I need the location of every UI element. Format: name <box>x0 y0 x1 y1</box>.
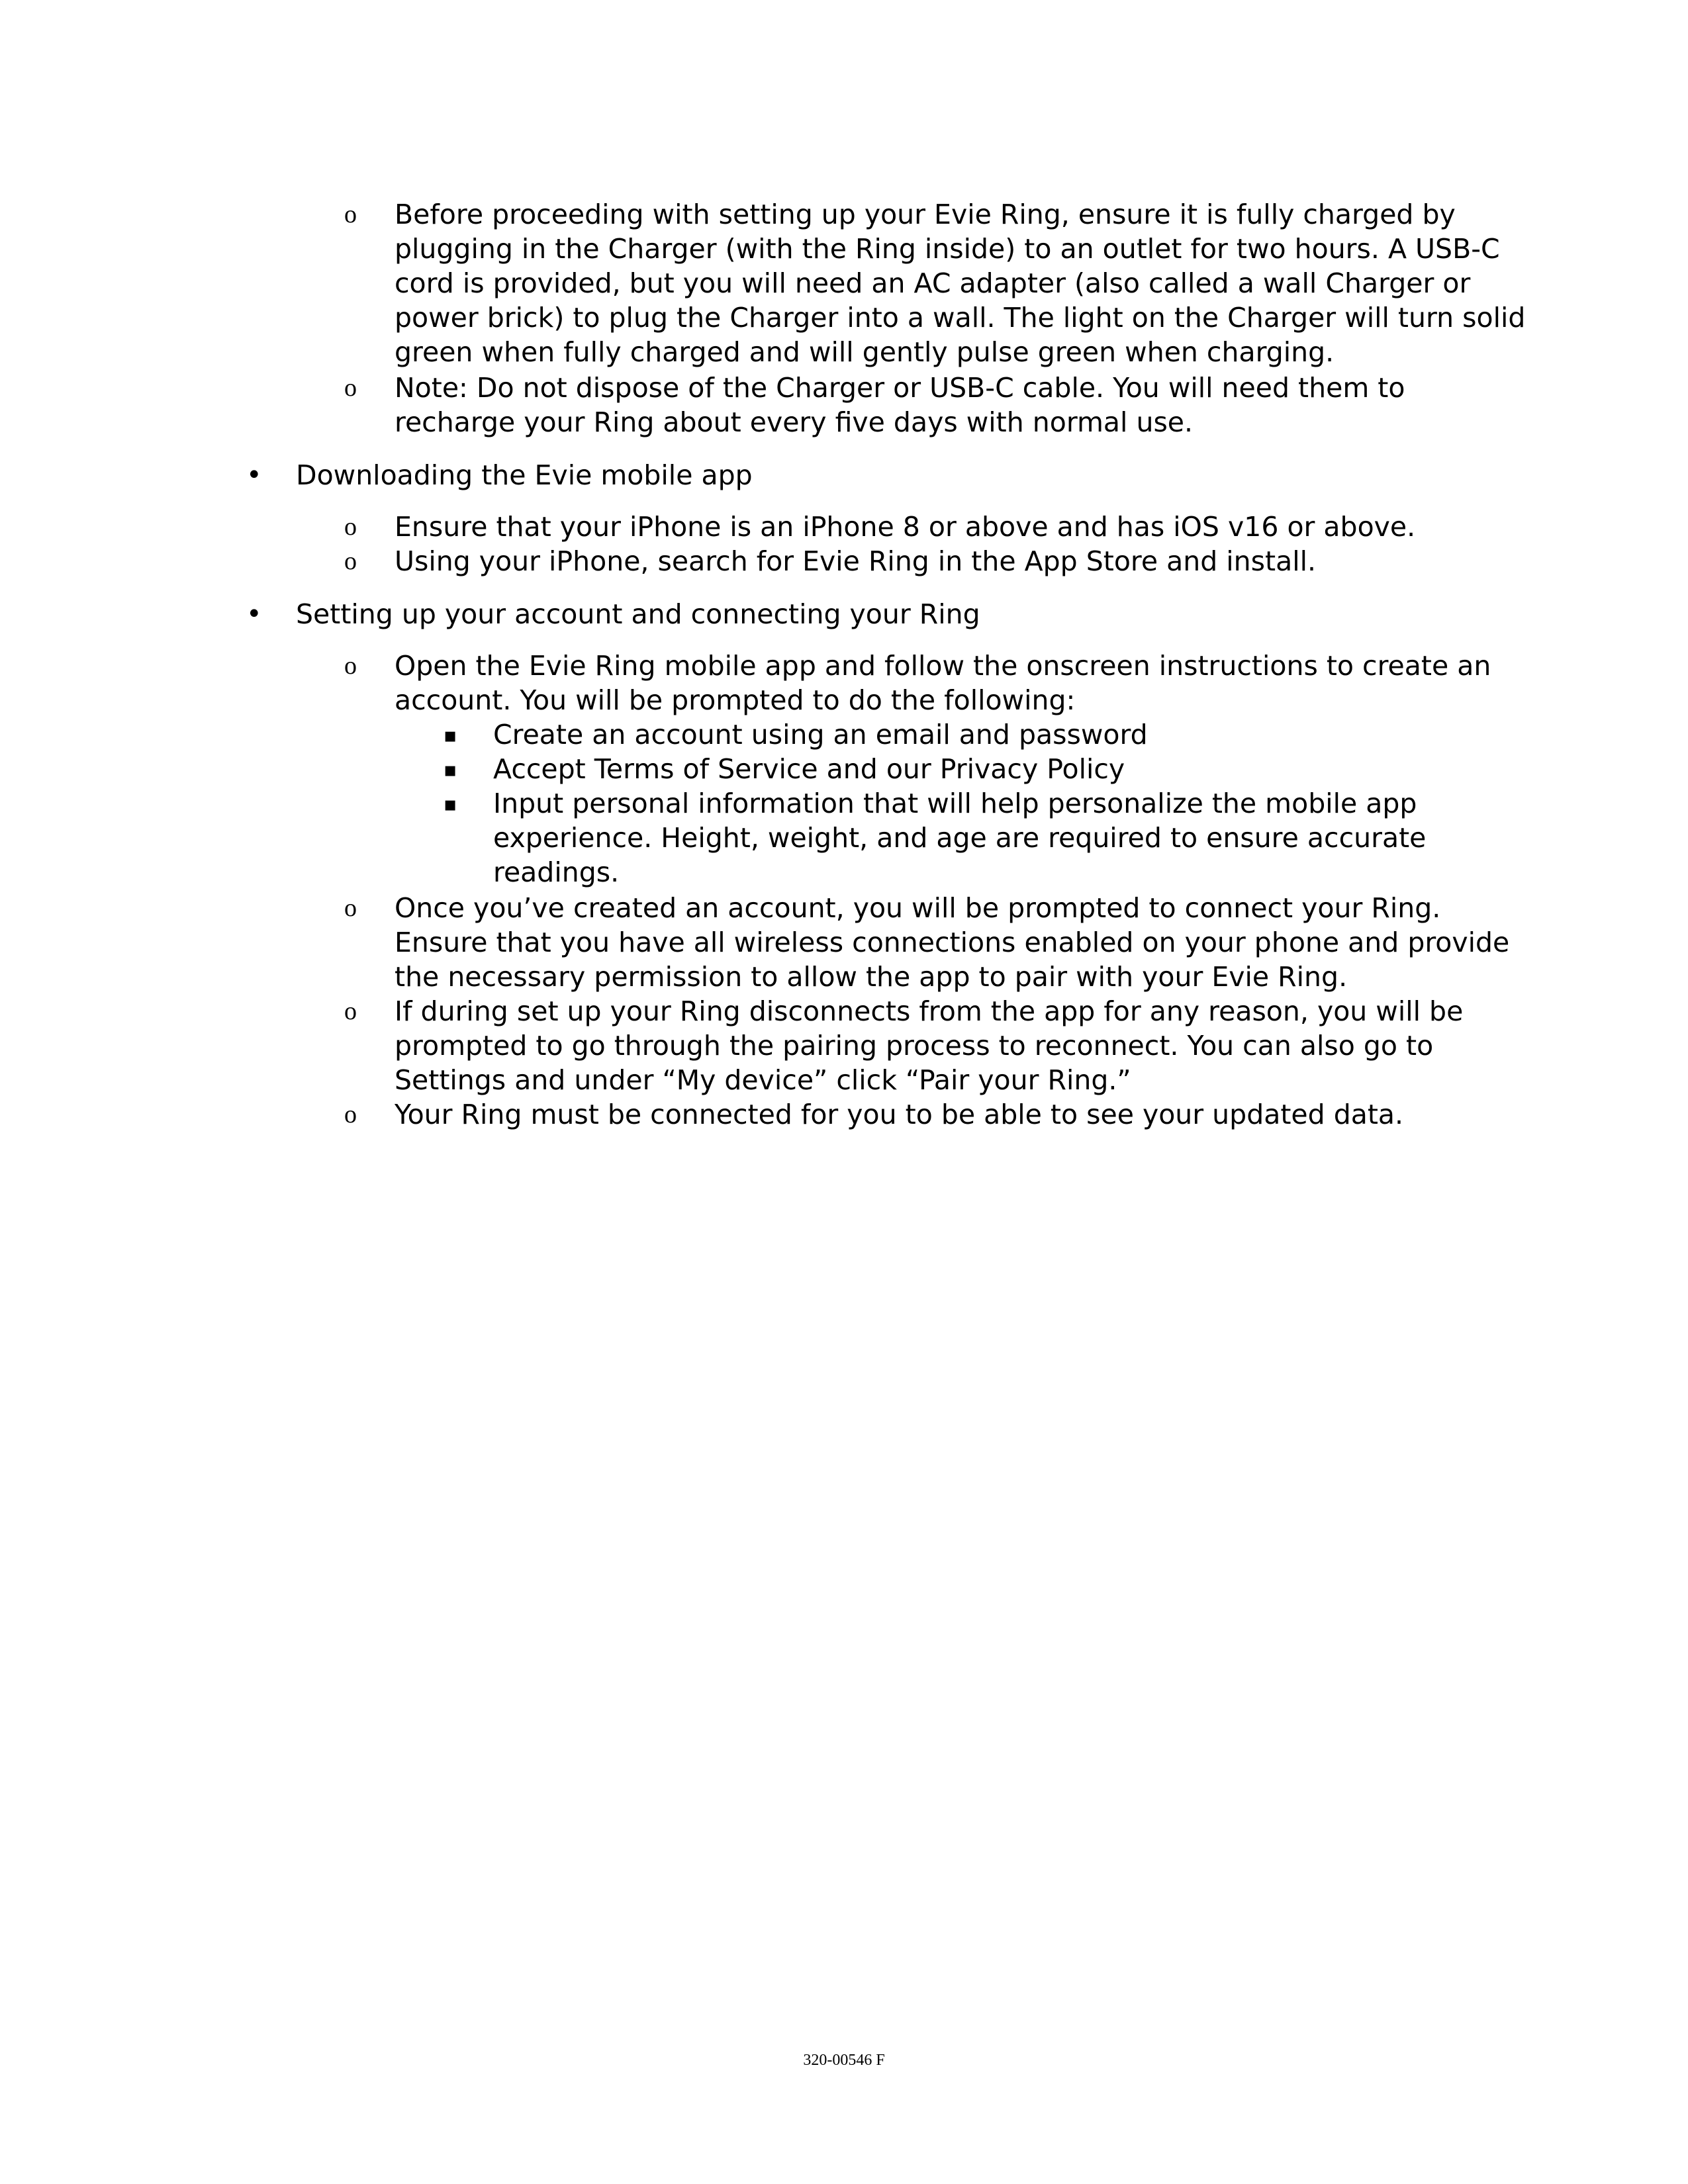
circle-bullet-icon: o <box>344 547 357 575</box>
square-bullet-icon: ▪ <box>444 758 457 782</box>
sub-list-item-text: Create an account using an email and password <box>493 719 1148 751</box>
list-item-text: Once you’ve created an account, you will be prompted to connect your Ring. <box>395 892 1441 924</box>
section-heading: Setting up your account and connecting your Ring <box>296 598 980 630</box>
list-item-text: Using your iPhone, search for Evie Ring in the App Store and install. <box>395 545 1317 577</box>
circle-bullet-icon: o <box>344 513 357 541</box>
circle-bullet-icon: o <box>344 894 357 922</box>
square-bullet-icon: ▪ <box>444 724 457 747</box>
circle-bullet-icon: o <box>344 374 357 402</box>
section-heading: Downloading the Evie mobile app <box>296 459 753 491</box>
disc-bullet-icon: • <box>246 460 262 490</box>
footer-doc-code: 320-00546 F <box>803 2052 885 2069</box>
list-item-text: Ensure that your iPhone is an iPhone 8 or above and has iOS v16 or above. <box>395 511 1416 543</box>
list-item-text: the necessary permission to allow the app to pair with your Evie Ring. <box>395 961 1348 993</box>
list-item-text: Ensure that you have all wireless connections enabled on your phone and provide <box>395 927 1510 958</box>
list-item-text: Open the Evie Ring mobile app and follow the onscreen instructions to create an <box>395 650 1491 682</box>
charging-text-line: power brick) to plug the Charger into a wall. The light on the Charger will turn solid <box>395 302 1526 334</box>
sub-list-item-text: readings. <box>493 856 620 888</box>
circle-bullet-icon: o <box>344 1101 357 1128</box>
list-item-text: prompted to go through the pairing process to reconnect. You can also go to <box>395 1030 1434 1062</box>
note-text-line: recharge your Ring about every five days with normal use. <box>395 406 1194 438</box>
sub-list-item-text: Accept Terms of Service and our Privacy Policy <box>493 753 1125 785</box>
note-text-line: Note: Do not dispose of the Charger or USB-C cable. You will need them to <box>395 372 1405 404</box>
circle-bullet-icon: o <box>344 652 357 680</box>
square-bullet-icon: ▪ <box>444 793 457 816</box>
charging-text-line: plugging in the Charger (with the Ring inside) to an outlet for two hours. A USB-C <box>395 233 1500 265</box>
sub-list-item-text: Input personal information that will help personalize the mobile app <box>493 788 1417 819</box>
list-item-text: Settings and under “My device” click “Pair your Ring.” <box>395 1064 1131 1096</box>
charging-text-line: Before proceeding with setting up your Evie Ring, ensure it is fully charged by <box>395 199 1456 230</box>
circle-bullet-icon: o <box>344 997 357 1025</box>
disc-bullet-icon: • <box>246 599 262 629</box>
circle-bullet-icon: o <box>344 201 357 228</box>
sub-list-item-text: experience. Height, weight, and age are required to ensure accurate <box>493 822 1427 854</box>
list-item-text: account. You will be prompted to do the following: <box>395 684 1076 716</box>
list-item-text: Your Ring must be connected for you to be able to see your updated data. <box>395 1099 1404 1130</box>
charging-text-line: cord is provided, but you will need an AC adapter (also called a wall Charger or <box>395 267 1471 299</box>
list-item-text: If during set up your Ring disconnects from the app for any reason, you will be <box>395 995 1464 1027</box>
charging-text-line: green when fully charged and will gently pulse green when charging. <box>395 336 1335 368</box>
